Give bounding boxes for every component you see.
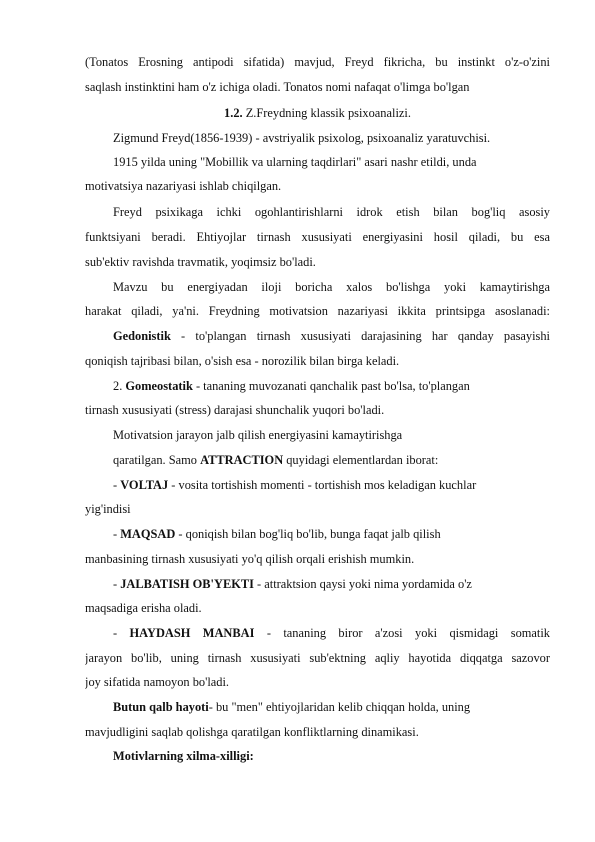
- text-line: - MAQSAD - qoniqish bilan bog'liq bo'lib, bunga faqat jalb qilish: [113, 527, 441, 541]
- text-line: Freyd psixikaga ichki ogohlantirishlarni idrok etish bilan bog'liq asosiy: [113, 205, 550, 219]
- text-line: Motivatsion jarayon jalb qilish energiyasini kamaytirishga: [113, 428, 403, 442]
- text-line: Gedonistik - to'plangan tirnash xususiyati darajasining har qanday pasayishi: [113, 329, 550, 343]
- text-line: mavjudligini saqlab qolishga qaratilgan konfliktlarning dinamikasi.: [85, 725, 419, 739]
- text-line: harakat qiladi, ya'ni. Freydning motivatsion nazariyasi ikkita printsipga asoslanadi:: [85, 304, 550, 318]
- text-line: (Tonatos Erosning antipodi sifatida) mavjud, Freyd fikricha, bu instinkt o'z-o'zini: [85, 55, 550, 69]
- text-line: manbasining tirnash xususiyati yo'q qilish orqali erishish mumkin.: [85, 552, 415, 566]
- text-line: Butun qalb hayoti- bu "men" ehtiyojlaridan kelib chiqqan holda, uning: [113, 700, 471, 714]
- text-line: sub'ektiv ravishda travmatik, yoqimsiz bo'ladi.: [85, 255, 316, 269]
- text-line: saqlash instinktini ham o'z ichiga oladi. Tonatos nomi nafaqat o'limga bo'lgan: [85, 80, 470, 94]
- section-heading: 1.2. Z.Freydning klassik psixoanalizi.: [224, 106, 411, 120]
- text-line: - HAYDASH MANBAI - tananing biror a'zosi yoki qismidagi somatik: [113, 626, 550, 640]
- text-line: qoniqish tajribasi bilan, o'sish esa - norozilik bilan birga keladi.: [85, 354, 400, 368]
- text-line: qaratilgan. Samo ATTRACTION quyidagi elementlardan iborat:: [113, 453, 439, 467]
- text-line: funktsiyani beradi. Ehtiyojlar tirnash xususiyati energiyasini hosil qiladi, bu esa: [85, 230, 550, 244]
- text-line: jarayon bo'lib, uning tirnash xususiyati sub'ektning aqliy hayotida diqqatga sazovor: [85, 651, 550, 665]
- text-line: - JALBATISH OB'YEKTI - attraktsion qaysi yoki nima yordamida o'z: [113, 577, 472, 591]
- subheading: Motivlarning xilma-xilligi:: [113, 749, 254, 763]
- text-line: 2. Gomeostatik - tananing muvozanati qanchalik past bo'lsa, to'plangan: [113, 379, 470, 393]
- text-line: Mavzu bu energiyadan iloji boricha xalos bo'lishga yoki kamaytirishga: [113, 280, 550, 294]
- text-line: Zigmund Freyd(1856-1939) - avstriyalik psixolog, psixoanaliz yaratuvchisi.: [113, 131, 491, 145]
- text-line: maqsadiga erisha oladi.: [85, 601, 202, 615]
- text-line: tirnash xususiyati (stress) darajasi shunchalik yuqori bo'ladi.: [85, 403, 385, 417]
- text-line: - VOLTAJ - vosita tortishish momenti - tortishish mos keladigan kuchlar: [113, 478, 477, 492]
- text-line: yig'indisi: [85, 502, 131, 516]
- text-line: motivatsiya nazariyasi ishlab chiqilgan.: [85, 179, 282, 193]
- text-line: 1915 yilda uning "Mobillik va ularning taqdirlari" asari nashr etildi, unda: [113, 155, 477, 169]
- text-line: joy sifatida namoyon bo'ladi.: [85, 675, 230, 689]
